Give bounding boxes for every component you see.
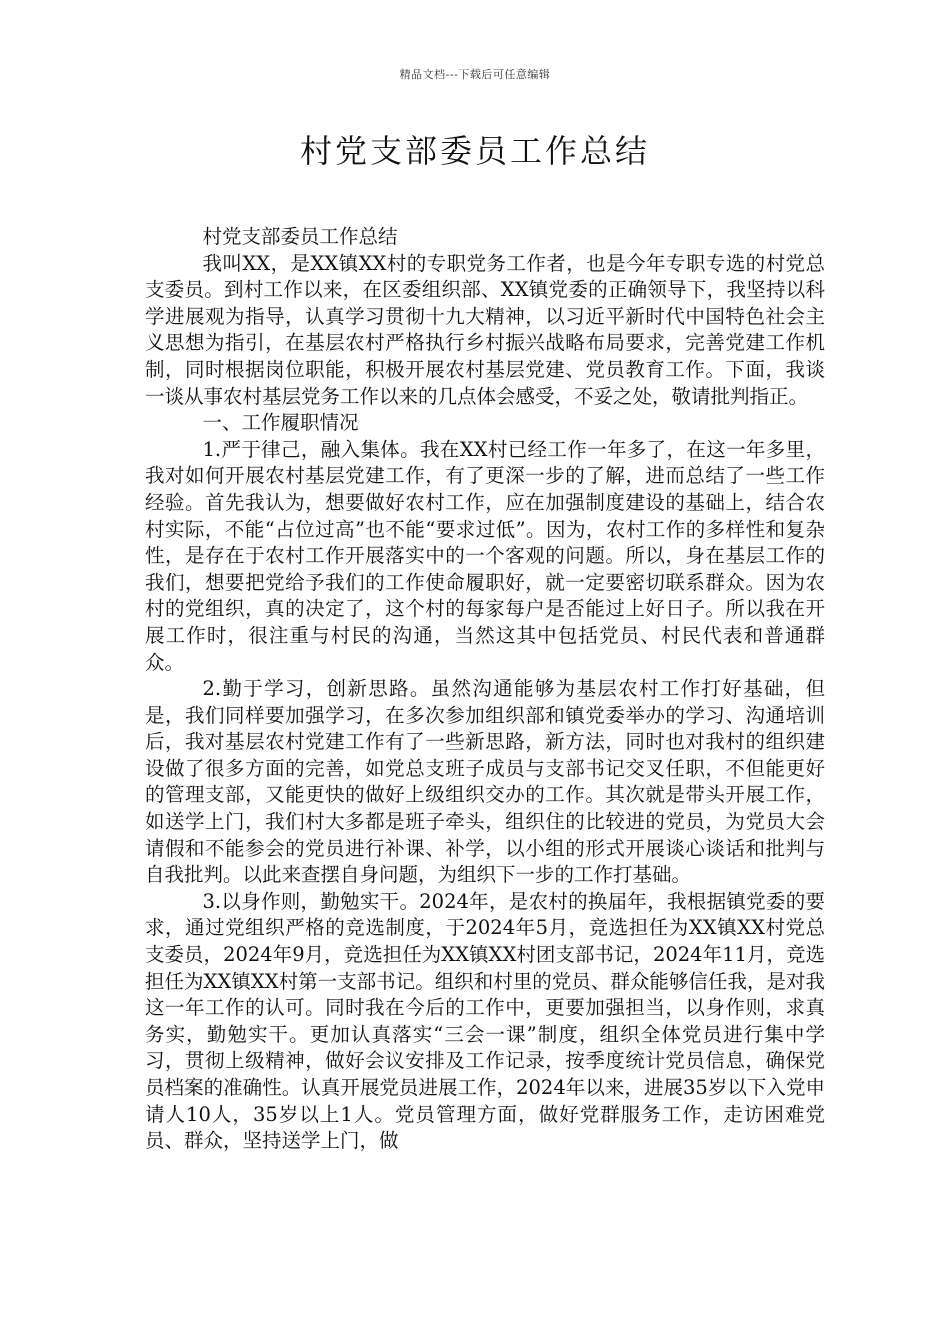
body-paragraph: 村党支部委员工作总结 [202, 225, 398, 248]
document-title: 村党支部委员工作总结 [299, 132, 650, 170]
body-paragraph: 3.以身作则，勤勉实干。2024年，是农村的换届年，我根据镇党委的要求，通过党组织严格的竞选制度，于2024年5月，竞选担任为XX镇XX村党总支委员，2024年9月，竞选担任为XX镇XX村团支部书记，2024年11月，竞选担任为XX镇XX村第一支部书记。组织和村里的党员、群众能够信任我，是对我这一年工作的认可。同时我在今后的工作中，更要加强担当，以身作则，求真务实，勤勉实干。更加认真落实“三会一课”制度，组织全体党员进行集中学习，贯彻上级精神，做好会议安排及工作记录，按季度统计党员信息，确保党员档案的准确性。认真开展党员进展工作，2024年以来，进展35岁以下入党申请人10人，35岁以上1人。党员管理方面，做好党群服务工作，走访困难党员、群众，坚持送学上门，做 [145, 889, 825, 1153]
body-paragraph: 2.勤于学习，创新思路。虽然沟通能够为基层农村工作打好基础，但是，我们同样要加强学习，在多次参加组织部和镇党委举办的学习、沟通培训后，我对基层农村党建工作有了一些新思路，新方法，同时也对我村的组织建设做了很多方面的完善，如党总支班子成员与支部书记交叉任职，不但能更好的管理支部，又能更快的做好上级组织交办的工作。其次就是带头开展工作，如送学上门，我们村大多都是班子牵头，组织住的比较进的党员，为党员大会请假和不能参会的党员进行补课、补学，以小组的形式开展谈心谈话和批判与自我批判。以此来查摆自身问题，为组织下一步的工作打基础。 [145, 677, 825, 887]
header-note: 精品文档---下载后可任意编辑 [399, 68, 551, 81]
document-body [145, 224, 825, 1155]
body-paragraph: 1.严于律己，融入集体。我在XX村已经工作一年多了，在这一年多里，我对如何开展农村基层党建工作，有了更深一步的了解，进而总结了一些工作经验。首先我认为，想要做好农村工作，应在加强制度建设的基础上，结合农村实际，不能“占位过高”也不能“要求过低”。因为，农村工作的多样性和复杂性，是存在于农村工作开展落实中的一个客观的问题。所以，身在基层工作的我们，想要把党给予我们的工作使命履职好，就一定要密切联系群众。因为农村的党组织，真的决定了，这个村的每家每户是否能过上好日子。所以我在开展工作时，很注重与村民的沟通，当然这其中包括党员、村民代表和普通群众。 [145, 437, 825, 674]
section-heading: 一、工作履职情况 [202, 411, 359, 435]
body-paragraph: 我叫XX，是XX镇XX村的专职党务工作者，也是今年专职专选的村党总支委员。到村工作以来，在区委组织部、XX镇党委的正确领导下，我坚持以科学进展观为指导，认真学习贯彻十九大精神，以习近平新时代中国特色社会主义思想为指引，在基层农村严格执行乡村振兴战略布局要求，完善党建工作机制，同时根据岗位职能，积极开展农村基层党建、党员教育工作。下面，我谈一谈从事农村基层党务工作以来的几点体会感受，不妥之处，敬请批判指正。 [145, 251, 825, 408]
